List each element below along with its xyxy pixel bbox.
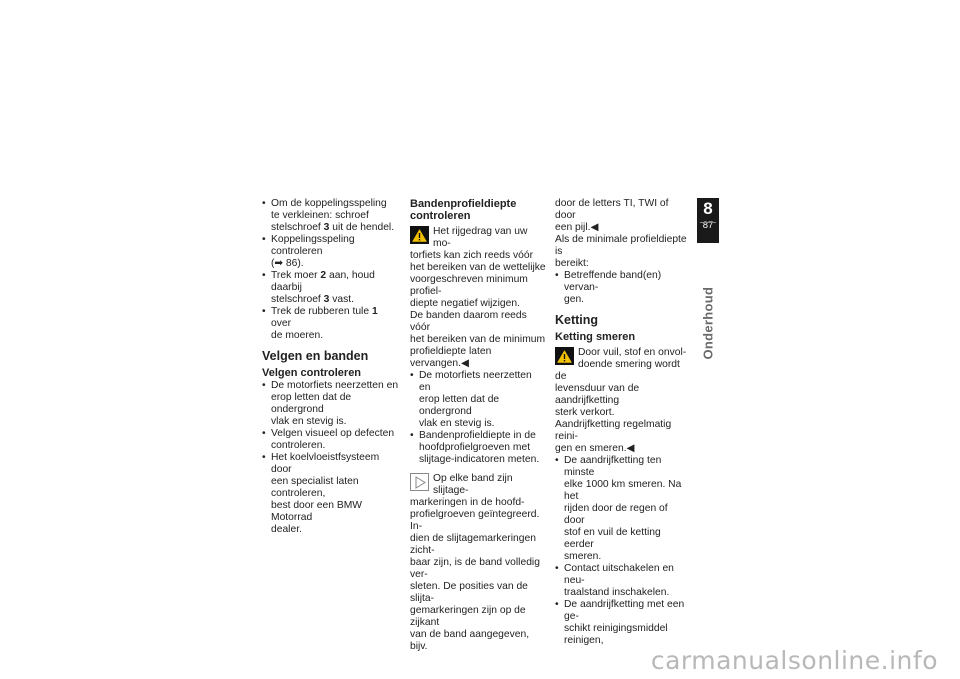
clutch-steps-list <box>262 198 400 342</box>
paragraph: door de letters TI, TWI of door een pijl.◀ <box>555 198 669 233</box>
warning-block: Door vuil, stof en onvol- doende smering wordt de levensduur van de aandrijfketting sterk verkort. Aandrijfketting regelmatig reini- gen en smeren.◀ <box>555 347 687 454</box>
chain-steps-list <box>555 455 691 647</box>
list-item: • Koppelingsspeling controleren (➡ 86). <box>262 234 355 269</box>
page-number: 87 <box>702 220 714 231</box>
list-item: • Het koelvloeistfsysteem door een specialist laten controleren, best door een BMW Motorrad dealer. <box>262 452 380 535</box>
subsection-heading: Ketting smeren <box>555 331 636 343</box>
rim-check-list <box>262 380 400 536</box>
list-item: • Om de koppelingsspeling te verkleinen: schroef stelschroef 3 uit de hendel. <box>262 198 395 233</box>
note-block: Op elke band zijn slijtage- markeringen in de hoofd- profielgroeven geïntegreerd. In- dien de slijtagemarkeringen zicht- baar zijn, is de band volledig ver- sleten. De posities van de slijta- gemarkeringen zijn op de zijkant van de band aangegeven, bijv. <box>410 473 540 652</box>
part-number: 3 <box>323 222 330 233</box>
section-heading: Bandenprofieldiepte controleren <box>410 198 517 222</box>
page-reference[interactable]: (➡ 86). <box>271 258 304 269</box>
column-2 <box>410 198 546 653</box>
warning-block: Het rijgedrag van uw mo- torfiets kan zich reeds vóór het bereiken van de wettelijke voorgeschreven minimum profiel- diepte negatief wijzigen. De banden daarom reeds vóór het bereiken van de minimum profieldiepte laten vervangen.◀ <box>410 226 546 369</box>
list-item: • De motorfiets neerzetten en erop letten dat de ondergrond vlak en stevig is. <box>262 380 399 427</box>
list-item: • Velgen visueel op defecten controleren. <box>262 428 395 451</box>
list-item: • De motorfiets neerzetten en erop letten dat de ondergrond vlak en stevig is. <box>410 370 532 429</box>
part-number: 3 <box>323 294 330 305</box>
section-side-label: Onderhoud <box>700 286 716 360</box>
replace-list <box>555 270 691 306</box>
warning-icon <box>410 226 429 244</box>
part-number: 2 <box>320 270 327 281</box>
chapter-tab <box>697 198 719 243</box>
watermark: carmanualsonline.info <box>650 646 938 675</box>
list-item: • Contact uitschakelen en neu- traalstand inschakelen. <box>555 563 674 598</box>
tread-check-list <box>410 370 546 466</box>
warning-icon <box>555 347 574 365</box>
part-number: 1 <box>371 306 378 317</box>
note-triangle-icon <box>410 473 429 491</box>
column-3 <box>555 198 691 647</box>
list-item: • Bandenprofieldiepte in de hoofdprofielgroeven met slijtage-indicatoren meten. <box>410 430 540 465</box>
list-item: • De aandrijfketting ten minste elke 1000 km smeren. Na het rijden door de regen of door stof en vuil de ketting eerder smeren. <box>555 455 682 562</box>
subsection-heading: Velgen controleren <box>262 367 362 379</box>
section-heading: Velgen en banden <box>262 349 369 363</box>
column-1 <box>262 198 400 536</box>
tab-divider <box>700 222 716 223</box>
list-item: • Trek de rubberen tule 1 over de moeren. <box>262 306 378 341</box>
paragraph: Als de minimale profieldiepte is bereikt: <box>555 234 687 269</box>
list-item: • Trek moer 2 aan, houd daarbij stelschroef 3 vast. <box>262 270 375 305</box>
list-item: • De aandrijfketting met een ge- schikt reinigingsmiddel reinigen, <box>555 599 685 646</box>
section-heading: Ketting <box>555 313 599 327</box>
list-item: • Betreffende band(en) vervan- gen. <box>555 270 662 305</box>
chapter-number: 8 <box>703 199 713 218</box>
